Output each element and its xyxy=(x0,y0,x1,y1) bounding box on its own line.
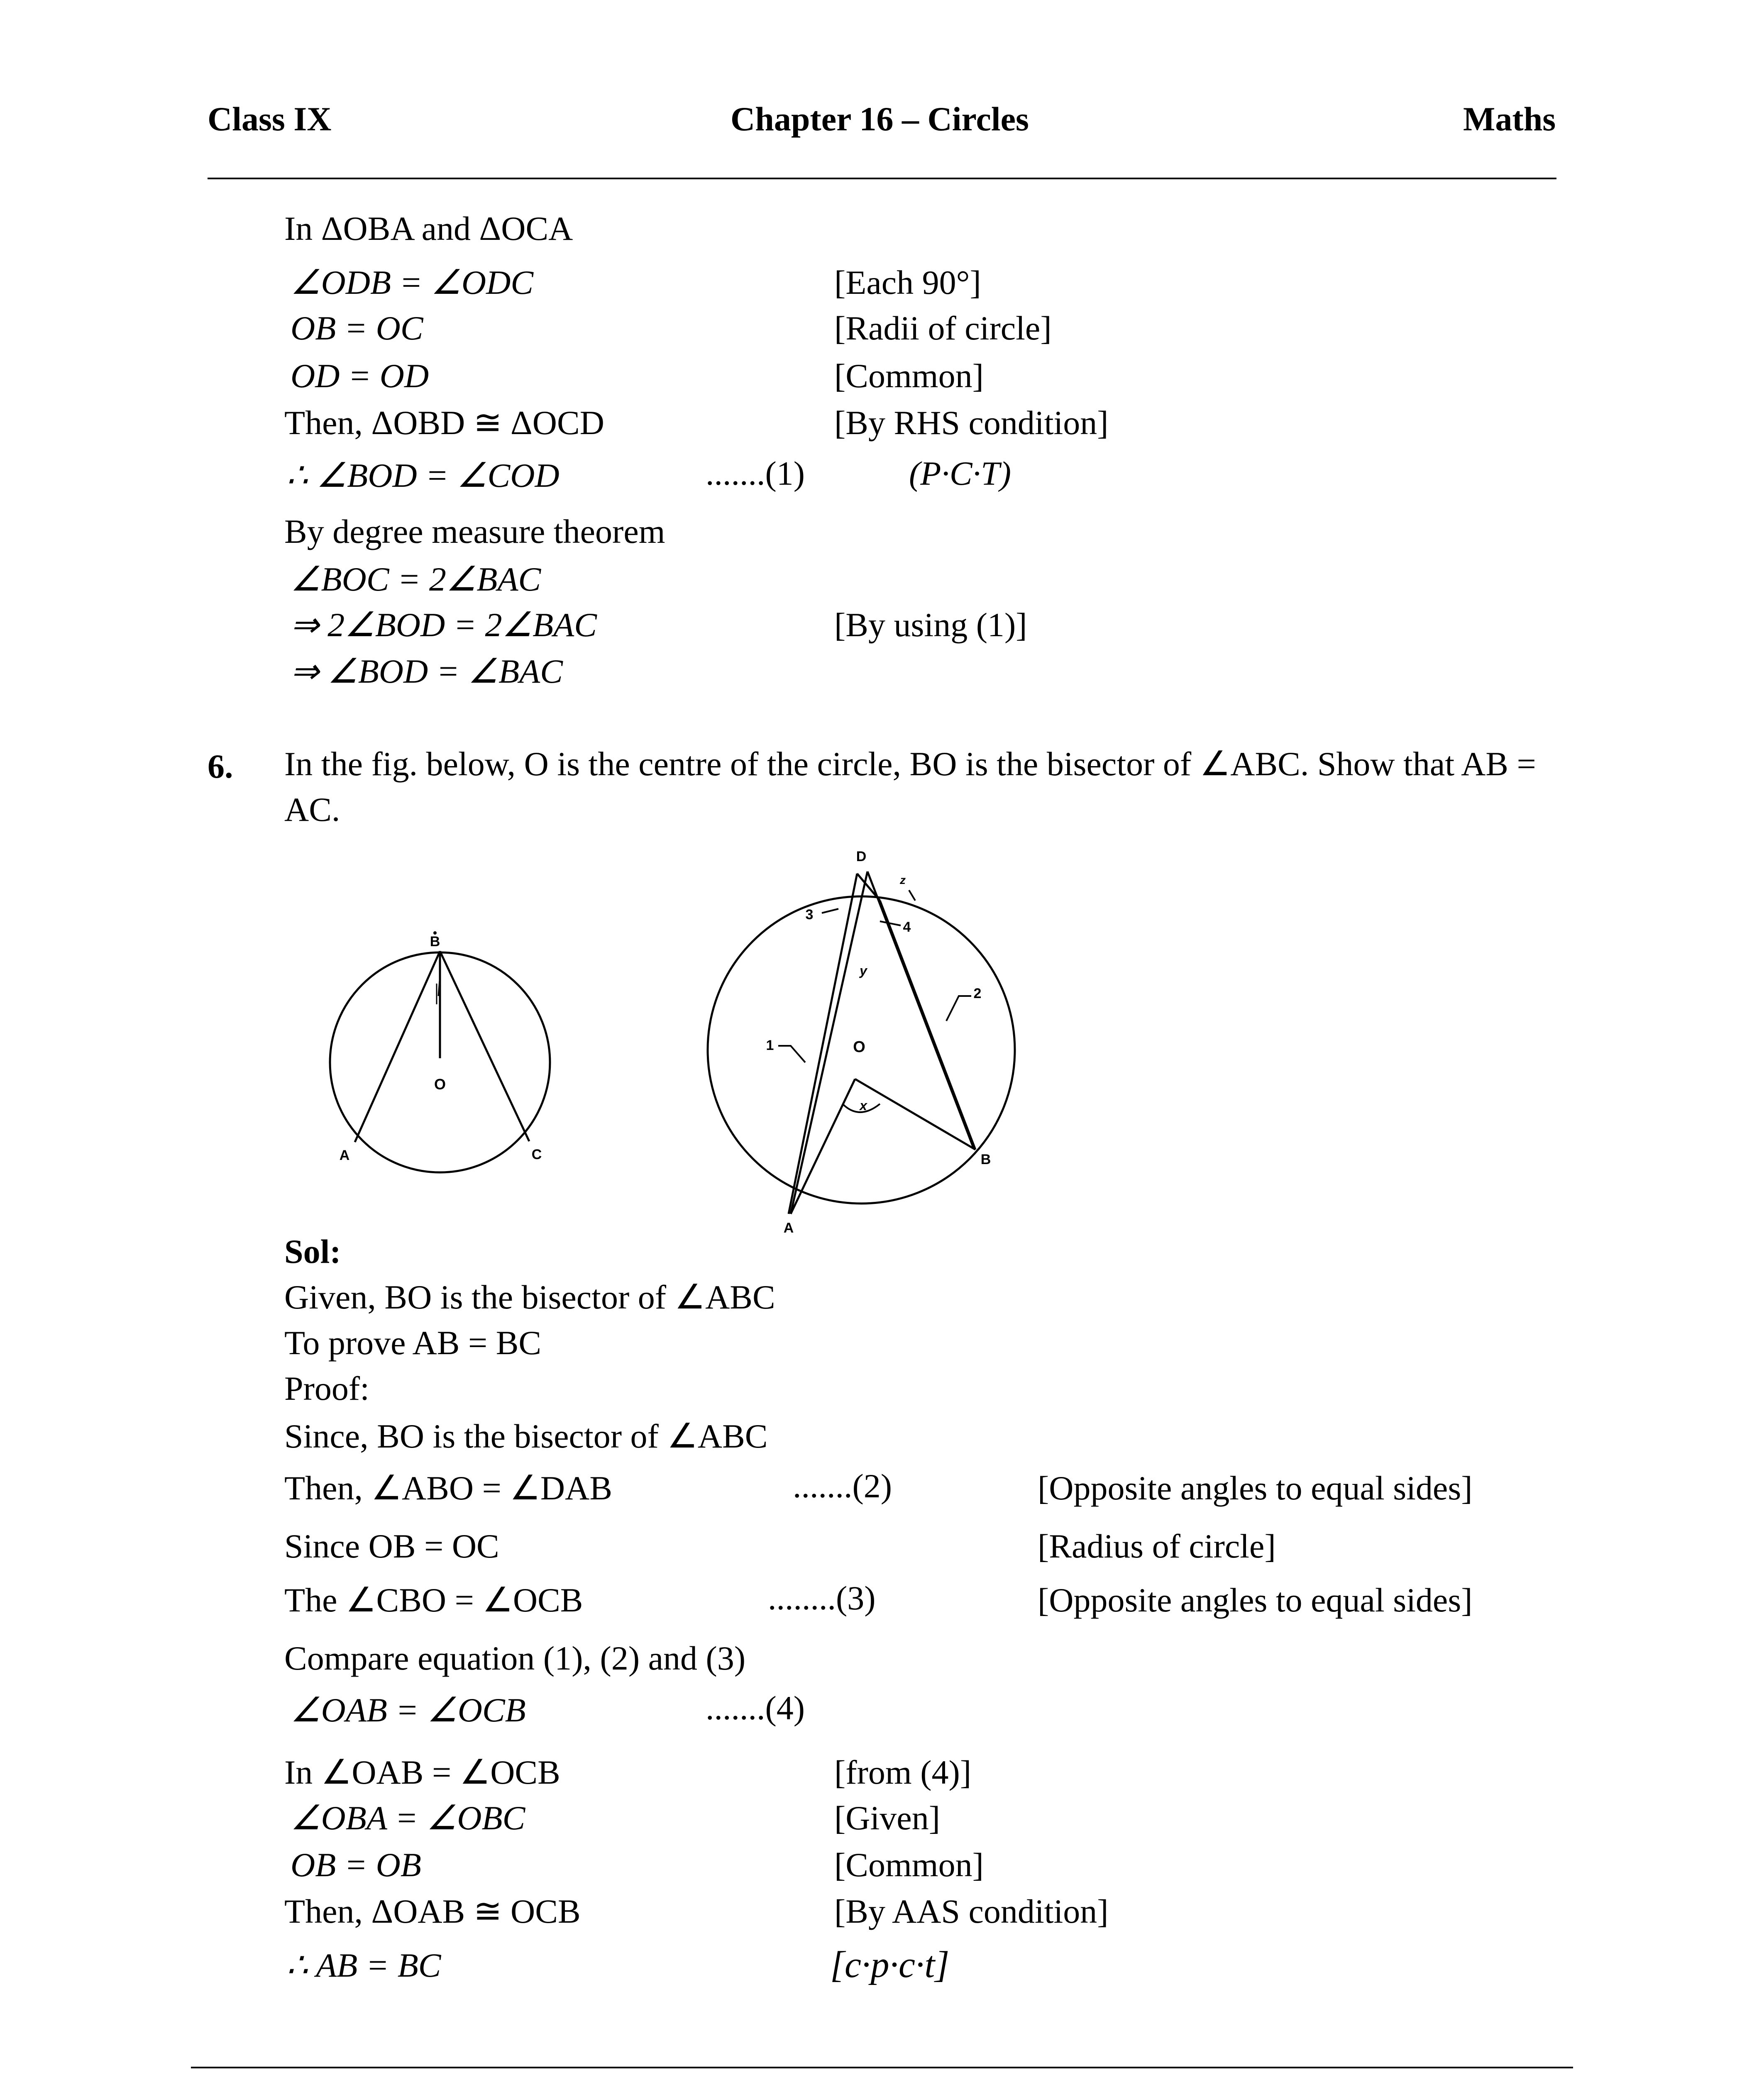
proof-line-left: OB = OC xyxy=(291,309,423,347)
figure2-label-3: 3 xyxy=(805,907,814,923)
solution-line: ∴ AB = BC xyxy=(286,1946,441,1984)
proof-line-reason: (P·C·T) xyxy=(909,454,1011,492)
solution-line: Since, BO is the bisector of ∠ABC xyxy=(284,1417,768,1455)
solution-line: To prove AB = BC xyxy=(284,1324,542,1362)
solution-heading: Sol: xyxy=(284,1233,341,1270)
question-text-line2: AC. xyxy=(284,791,340,828)
figure2-label-1: 1 xyxy=(766,1038,774,1053)
figure2-label-z: z xyxy=(900,874,906,886)
header-subject: Maths xyxy=(1463,100,1556,138)
proof-line-reason: [Radii of circle] xyxy=(834,309,1052,347)
header-rule xyxy=(208,178,1556,179)
figure2-label-4: 4 xyxy=(903,919,911,935)
solution-line: Compare equation (1), (2) and (3) xyxy=(284,1639,746,1677)
proof-line-reason: [Each 90°] xyxy=(834,264,981,301)
proof-line-left: In ΔOBA and ΔOCA xyxy=(284,210,573,247)
header-chapter: Chapter 16 – Circles xyxy=(731,100,1029,138)
solution-reason: [Opposite angles to equal sides] xyxy=(1038,1581,1473,1619)
equation-number: .......(1) xyxy=(706,454,805,492)
equation-number: .......(2) xyxy=(793,1467,892,1505)
proof-line-left: ∠ODB = ∠ODC xyxy=(291,264,534,301)
figure2-label-x: x xyxy=(860,1098,867,1113)
solution-reason: [By AAS condition] xyxy=(834,1892,1109,1930)
proof-line-reason: [By using (1)] xyxy=(834,606,1027,644)
equation-number: .......(4) xyxy=(706,1689,805,1727)
figure2-label-2: 2 xyxy=(973,986,982,1001)
proof-line-left: ∠BOC = 2∠BAC xyxy=(291,560,541,598)
figure1-label-o: O xyxy=(434,1076,446,1093)
solution-reason: [Given] xyxy=(834,1799,941,1837)
proof-line-left: OD = OD xyxy=(291,357,429,395)
solution-line: Then, ΔOAB ≅ OCB xyxy=(284,1892,581,1930)
proof-line-reason: [By RHS condition] xyxy=(834,404,1109,442)
question-number: 6. xyxy=(208,747,233,785)
solution-reason: [Opposite angles to equal sides] xyxy=(1038,1469,1473,1507)
solution-line: OB = OB xyxy=(291,1846,421,1884)
figure2-label-y: y xyxy=(860,963,867,978)
footer-rule xyxy=(191,2067,1573,2068)
solution-line: ∠OBA = ∠OBC xyxy=(291,1799,525,1837)
solution-reason: [from (4)] xyxy=(834,1753,972,1791)
figure2-label-a: A xyxy=(783,1220,794,1236)
proof-line-left: ⇒ ∠BOD = ∠BAC xyxy=(291,652,563,690)
proof-line-reason: [Common] xyxy=(834,357,984,395)
figure1-label-a: A xyxy=(339,1147,350,1163)
solution-line: In ∠OAB = ∠OCB xyxy=(284,1753,560,1791)
solution-reason: [Common] xyxy=(834,1846,984,1884)
figure2-label-b: B xyxy=(980,1152,991,1167)
proof-line-left: ⇒ 2∠BOD = 2∠BAC xyxy=(291,606,597,644)
proof-line-left: ∴ ∠BOD = ∠COD xyxy=(286,456,559,494)
figure1-label-b: B xyxy=(430,934,440,950)
solution-line: ∠OAB = ∠OCB xyxy=(291,1691,526,1729)
proof-line-left: By degree measure theorem xyxy=(284,513,665,550)
question-text-line1: In the fig. below, O is the centre of the circle, BO is the bisector of ∠ABC. Show that AB = xyxy=(284,745,1536,783)
figure1-label-c: C xyxy=(531,1147,542,1162)
solution-reason: [Radius of circle] xyxy=(1038,1527,1276,1565)
equation-number: ........(3) xyxy=(768,1579,876,1617)
solution-line: Since OB = OC xyxy=(284,1527,499,1565)
figure-circle-angles xyxy=(685,838,1071,1237)
proof-line-left: Then, ΔOBD ≅ ΔOCD xyxy=(284,404,604,442)
solution-line: Then, ∠ABO = ∠DAB xyxy=(284,1469,613,1507)
figure-circle-bisector xyxy=(315,925,573,1191)
solution-line: Given, BO is the bisector of ∠ABC xyxy=(284,1278,775,1316)
solution-line: Proof: xyxy=(284,1370,369,1407)
solution-line: The ∠CBO = ∠OCB xyxy=(284,1581,583,1619)
header-class: Class IX xyxy=(208,100,332,138)
figure2-label-d: D xyxy=(856,849,867,864)
figure2-label-o: O xyxy=(853,1038,865,1056)
solution-reason: [c·p·c·t] xyxy=(830,1944,950,1985)
